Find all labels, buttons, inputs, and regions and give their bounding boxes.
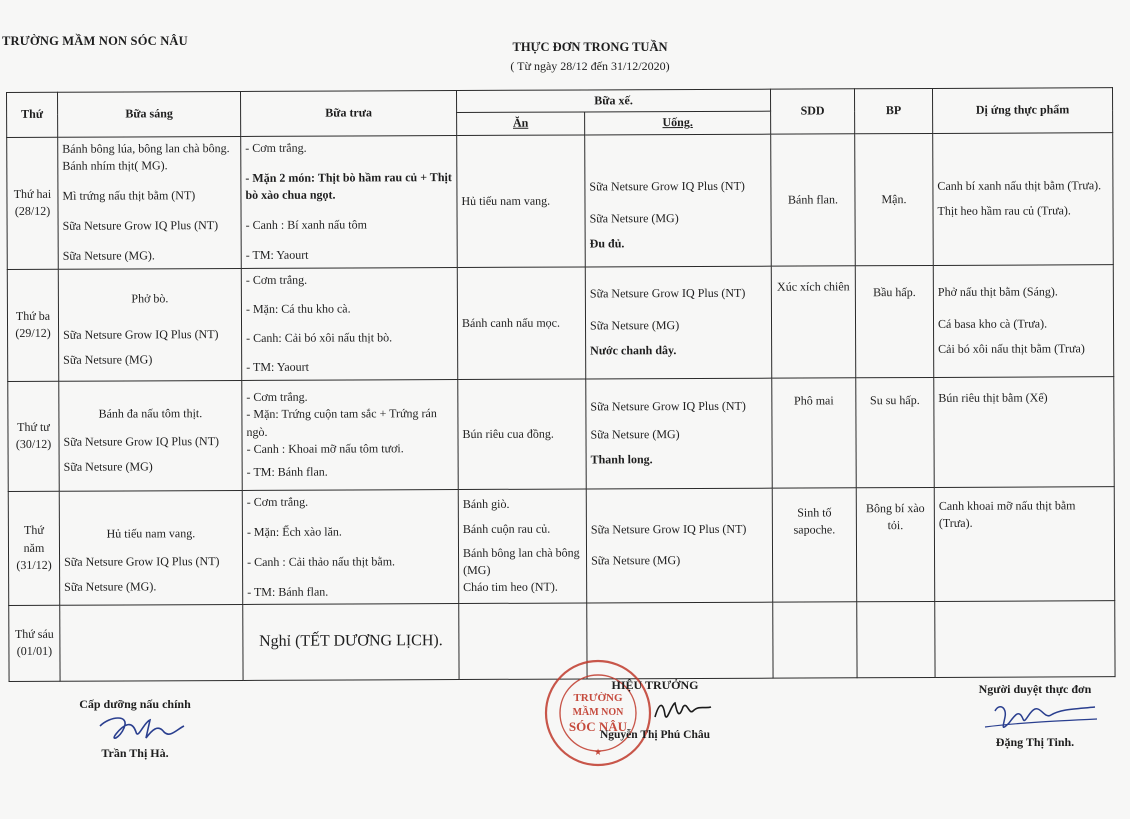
cook-signature-block: [60, 697, 210, 761]
sdd-cell: Bánh flan.: [771, 134, 856, 266]
approver-role: Người duyệt thực đơn: [978, 682, 1092, 696]
table-row: [8, 377, 1114, 492]
snack-eat-item: Bánh bông lan chà bông (MG): [462, 545, 580, 578]
snack-drink-item: Sữa Netsure Grow IQ Plus (NT): [589, 286, 746, 301]
allergy-cell: [935, 601, 1115, 678]
day-name: Thứ ba: [15, 308, 51, 323]
breakfast-cell: [59, 490, 242, 605]
snack-drink-item: Sữa Netsure Grow IQ Plus (NT): [590, 521, 747, 537]
breakfast-item: Hủ tiếu nam vang.: [106, 526, 196, 541]
sdd-cell: Sinh tố sapoche.: [772, 488, 856, 602]
approver-signature-scribble: [965, 697, 1105, 737]
snack-eat-cell: [458, 489, 586, 604]
allergy-item: Canh bí xanh nấu thịt bằm (Trưa).: [937, 178, 1102, 193]
cook-signature-scribble: [80, 712, 190, 746]
approver-name: Đặng Thị Tinh.: [995, 735, 1075, 749]
date-range: ( Từ ngày 28/12 đến 31/12/2020): [510, 59, 670, 73]
lunch-item: - Cơm trắng.: [245, 140, 307, 155]
day-cell: [7, 137, 59, 269]
allergy-cell: [933, 132, 1114, 265]
bp-cell: Su su hấp.: [856, 377, 934, 487]
table-row: [8, 487, 1114, 606]
lunch-item: - Cơm trắng.: [246, 494, 309, 509]
breakfast-item: Sữa Netsure (MG): [63, 459, 153, 474]
lunch-item: - TM: Yaourt: [246, 360, 310, 375]
header-snack: Bữa xế.: [456, 89, 770, 113]
bp-cell: Bông bí xào tỏi.: [856, 487, 934, 601]
snack-drink-item: Sữa Netsure (MG): [589, 210, 679, 226]
allergy-cell: [934, 377, 1114, 488]
svg-text:SÓC NÂU: SÓC NÂU: [568, 719, 628, 734]
day-name: Thứ sáu: [14, 626, 54, 642]
header-sdd: SDD: [770, 89, 854, 134]
header-breakfast: Bữa sáng: [58, 91, 241, 137]
day-cell: [8, 381, 59, 491]
day-cell: [8, 491, 59, 605]
cook-role: Cấp dưỡng nấu chính: [79, 697, 191, 711]
svg-text:TRƯỜNG: TRƯỜNG: [573, 692, 623, 704]
snack-eat-item: Bánh giò.: [462, 496, 510, 511]
lunch-item: - Mặn: Trứng cuộn tam sắc + Trứng rán ngò.: [246, 406, 437, 439]
header-snack-eat: Ăn: [457, 112, 585, 135]
allergy-cell: [934, 487, 1114, 602]
lunch-cell: [242, 379, 458, 490]
snack-drink-item: Sữa Netsure Grow IQ Plus (NT): [590, 399, 746, 414]
bp-cell: Bầu hấp.: [855, 265, 933, 377]
snack-drink-item: Thanh long.: [590, 452, 653, 467]
snack-drink-item: Đu đủ.: [589, 236, 625, 251]
day-date: (28/12): [14, 204, 51, 219]
table-row: [7, 132, 1114, 269]
allergy-item: Canh khoai mỡ nấu thịt bằm (Trưa).: [938, 498, 1076, 531]
breakfast-cell: [58, 268, 241, 381]
day-date: (01/01): [16, 644, 53, 659]
snack-eat-cell: [457, 267, 585, 380]
snack-drink-item: Sữa Netsure (MG): [589, 317, 680, 333]
weekly-menu-table: [6, 87, 1116, 682]
principal-role: HIỆU TRƯỞNG: [611, 678, 699, 692]
lunch-item: - Mặn: Cá thu kho cà.: [245, 301, 351, 316]
header-snack-drink: Uống.: [585, 112, 771, 135]
lunch-item: - Mặn 2 món: Thịt bò hầm rau củ + Thịt bò xào chua ngọt.: [245, 169, 452, 203]
header-lunch: Bữa trưa: [240, 91, 456, 137]
breakfast-item: Sữa Netsure Grow IQ Plus (NT): [63, 433, 220, 449]
svg-text:★: ★: [593, 747, 603, 757]
snack-eat-cell: [458, 379, 586, 490]
breakfast-item: Sữa Netsure Grow IQ Plus (NT): [64, 553, 220, 569]
breakfast-item: Sữa Netsure Grow IQ Plus (NT): [63, 326, 219, 342]
approver-signature-block: [955, 682, 1115, 750]
lunch-item: - Canh : Cải thảo nấu thịt bằm.: [247, 553, 396, 569]
breakfast-item: Sữa Netsure Grow IQ Plus (NT): [62, 218, 219, 234]
breakfast-item: Sữa Netsure (MG).: [64, 579, 157, 594]
lunch-item: - TM: Yaourt: [245, 248, 309, 263]
breakfast-item: Phở bò.: [131, 291, 169, 306]
bp-cell: Mận.: [855, 133, 934, 265]
lunch-cell: [241, 267, 457, 380]
school-name: TRƯỜNG MẦM NON SÓC NÂU: [2, 34, 188, 48]
principal-signature-scribble: [595, 693, 715, 733]
snack-drink-cell: [586, 488, 772, 603]
snack-drink-cell: [586, 378, 772, 489]
lunch-item: - Mặn: Ếch xào lăn.: [246, 524, 342, 539]
allergy-item: Thịt heo hầm rau củ (Trưa).: [937, 203, 1071, 219]
snack-drink-item: Sữa Netsure Grow IQ Plus (NT): [589, 178, 745, 194]
allergy-item: Cá basa kho cà (Trưa).: [937, 316, 1048, 331]
snack-eat-item: Bún riêu cua đồng.: [462, 426, 554, 441]
lunch-item: - Canh: Cải bó xôi nấu thịt bò.: [246, 330, 393, 346]
snack-eat-cell: [457, 135, 586, 268]
sdd-cell: [773, 602, 857, 678]
allergy-item: Bún riêu thịt bằm (Xế): [938, 390, 1048, 405]
lunch-item: - Canh : Bí xanh nấu tôm: [245, 217, 367, 233]
day-cell: [9, 605, 60, 681]
lunch-cell: [241, 135, 458, 268]
svg-text:MẦM NON: MẦM NON: [572, 707, 624, 718]
day-date: (31/12): [16, 557, 52, 573]
sdd-cell: Xúc xích chiên: [771, 266, 855, 378]
sdd-cell: Phô mai: [772, 378, 856, 488]
principal-signature-block: [580, 678, 730, 741]
breakfast-item: Sữa Netsure (MG): [63, 352, 153, 367]
snack-eat-item: Bánh canh nấu mọc.: [461, 315, 561, 330]
breakfast-cell: [60, 604, 243, 681]
lunch-item: - Cơm trắng.: [246, 389, 308, 404]
breakfast-item: Bánh đa nấu tôm thịt.: [98, 406, 203, 421]
breakfast-cell: [59, 380, 242, 491]
day-date: (30/12): [15, 437, 52, 452]
allergy-item: Cải bó xôi nấu thịt bằm (Trưa): [938, 341, 1085, 356]
breakfast-item: Sữa Netsure (MG).: [62, 248, 155, 264]
header-bp: BP: [854, 88, 932, 133]
breakfast-cell: [58, 136, 242, 269]
table-row: [7, 264, 1113, 381]
cook-name: Trần Thị Hà.: [101, 746, 169, 760]
snack-eat-item: Hủ tiếu nam vang.: [461, 193, 551, 208]
principal-name: Nguyễn Thị Phú Châu: [599, 729, 711, 741]
lunch-item: - Canh : Khoai mỡ nấu tôm tươi.: [246, 441, 404, 457]
lunch-item: - TM: Bánh flan.: [247, 584, 329, 599]
snack-drink-item: Nước chanh dây.: [590, 343, 677, 358]
document-title: THỰC ĐƠN TRONG TUẦN: [512, 40, 668, 54]
lunch-cell: [242, 489, 458, 604]
snack-drink-item: Sữa Netsure (MG): [590, 426, 680, 442]
allergy-item: Phở nấu thịt bằm (Sáng).: [937, 284, 1058, 300]
breakfast-item: Bánh bông lúa, bông lan chà bông. Bánh nhím thịt( MG).: [62, 140, 230, 173]
snack-drink-cell: [585, 266, 771, 379]
header-day: Thứ: [7, 92, 58, 137]
lunch-item: - TM: Bánh flan.: [246, 465, 328, 480]
snack-eat-item: Cháo tim heo (NT).: [463, 580, 558, 595]
lunch-item: - Cơm trắng.: [245, 272, 308, 287]
bp-cell: [857, 601, 935, 677]
day-cell: [7, 269, 58, 381]
day-name: Thứ hai: [13, 186, 52, 201]
allergy-cell: [933, 264, 1113, 377]
day-date: (29/12): [15, 326, 51, 341]
snack-drink-cell: [585, 134, 772, 267]
header-allergy: Dị ứng thực phẩm: [932, 88, 1112, 134]
holiday-note: Nghỉ (TẾT DƯƠNG LỊCH).: [243, 603, 459, 680]
day-name: Thứ tư: [17, 419, 50, 434]
breakfast-item: Mì trứng nấu thịt bằm (NT): [62, 188, 196, 204]
day-name: Thứ năm: [23, 523, 45, 555]
snack-eat-item: Bánh cuộn rau củ.: [462, 521, 551, 537]
snack-drink-item: Sữa Netsure (MG): [591, 553, 681, 568]
